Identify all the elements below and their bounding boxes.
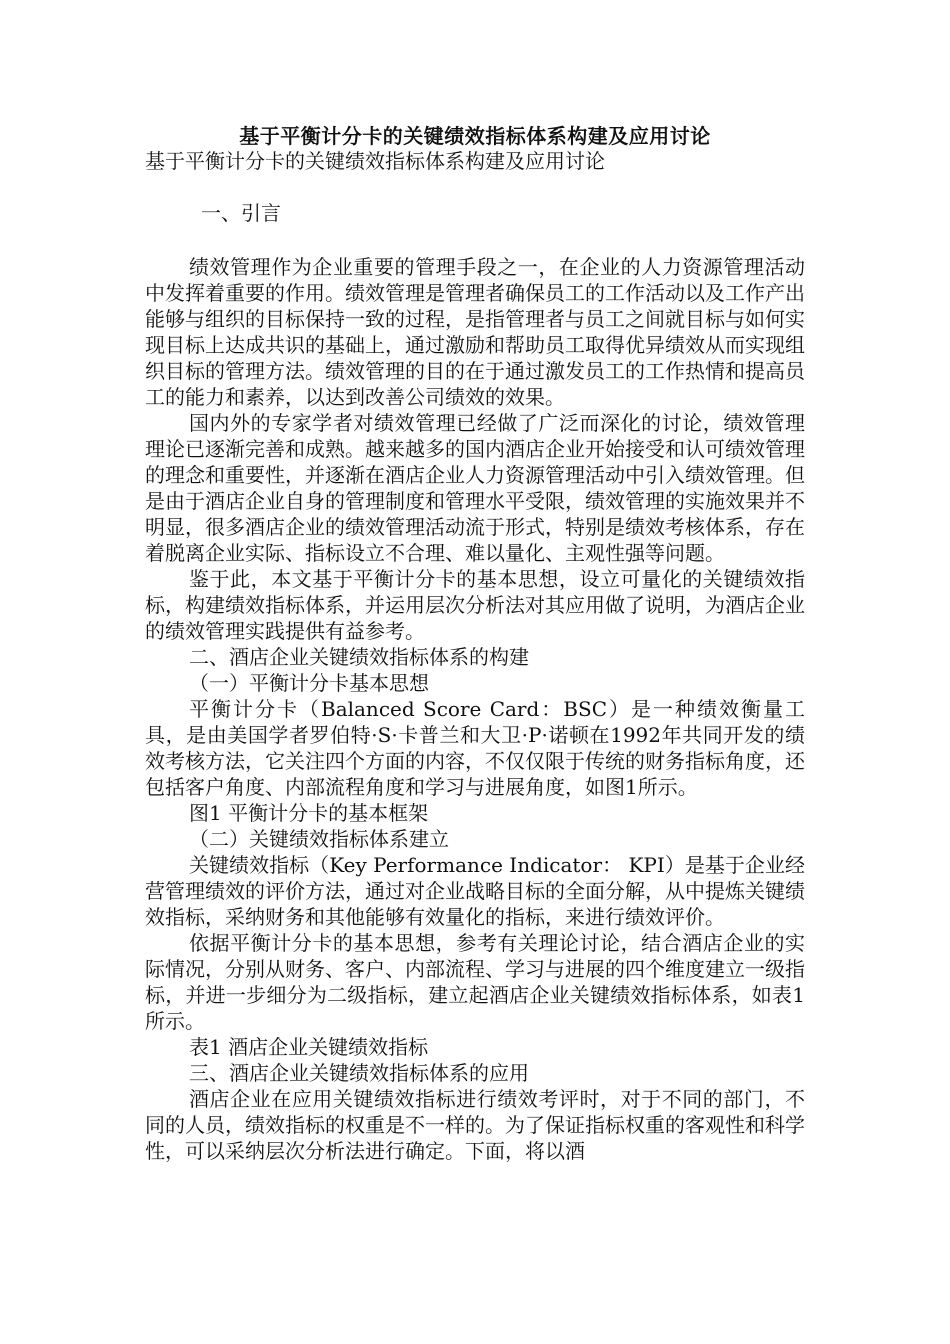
section-heading-2: 二、酒店企业关键绩效指标体系的构建 (189, 645, 529, 669)
document-subtitle: 基于平衡计分卡的关键绩效指标体系构建及应用讨论 (145, 149, 605, 173)
document-title: 基于平衡计分卡的关键绩效指标体系构建及应用讨论 (239, 124, 711, 148)
table-1-caption: 表1 酒店企业关键绩效指标 (189, 1035, 429, 1059)
paragraph-4: 平衡计分卡（Balanced Score Card：BSC）是一种绩效衡量工具，是由美国学者罗伯特·S·卡普兰和大卫·P·诺顿在1992年共同开发的绩效考核方法，它关注四个方面的内容，不仅仅限于传统的财务指标角度，还包括客户角度、内部流程角度和学习与进展角度，如图1所示。 (145, 697, 805, 799)
figure-1-caption: 图1 平衡计分卡的基本框架 (189, 801, 429, 825)
paragraph-2: 国内外的专家学者对绩效管理已经做了广泛而深化的讨论，绩效管理理论已逐渐完善和成熟。越来越多的国内酒店企业开始接受和认可绩效管理的理念和重要性，并逐渐在酒店企业人力资源管理活动中引入绩效管理。但是由于酒店企业自身的管理制度和管理水平受限，绩效管理的实施效果并不明显，很多酒店企业的绩效管理活动流于形式，特别是绩效考核体系，存在着脱离企业实际、指标设立不合理、难以量化、主观性强等问题。 (145, 411, 805, 565)
paragraph-3: 鉴于此，本文基于平衡计分卡的基本思想，设立可量化的关键绩效指标，构建绩效指标体系，并运用层次分析法对其应用做了说明，为酒店企业的绩效管理实践提供有益参考。 (145, 567, 805, 643)
section-heading-3: 三、酒店企业关键绩效指标体系的应用 (189, 1061, 529, 1085)
section-heading-introduction: 一、引言 (201, 201, 281, 225)
paragraph-5: 关键绩效指标（Key Performance Indicator： KPI）是基于企业经营管理绩效的评价方法，通过对企业战略目标的全面分解，从中提炼关键绩效指标，采纳财务和其他能够有效量化的指标，来进行绩效评价。 (145, 853, 805, 929)
document-body (145, 148, 805, 1164)
subsection-heading-2-1: （一）平衡计分卡基本思想 (189, 671, 429, 695)
paragraph-1: 绩效管理作为企业重要的管理手段之一，在企业的人力资源管理活动中发挥着重要的作用。绩效管理是管理者确保员工的工作活动以及工作产出能够与组织的目标保持一致的过程，是指管理者与员工之间就目标与如何实现目标上达成共识的基础上，通过激励和帮助员工取得优异绩效从而实现组织目标的管理方法。绩效管理的目的在于通过激发员工的工作热情和提高员工的能力和素养，以达到改善公司绩效的效果。 (145, 255, 805, 409)
paragraph-7: 酒店企业在应用关键绩效指标进行绩效考评时，对于不同的部门，不同的人员，绩效指标的权重是不一样的。为了保证指标权重的客观性和科学性，可以采纳层次分析法进行确定。下面，将以酒 (145, 1087, 805, 1163)
paragraph-6: 依据平衡计分卡的基本思想，参考有关理论讨论，结合酒店企业的实际情况，分别从财务、客户、内部流程、学习与进展的四个维度建立一级指标，并进一步细分为二级指标，建立起酒店企业关键绩效指标体系，如表1所示。 (145, 931, 805, 1033)
subsection-heading-2-2: （二）关键绩效指标体系建立 (189, 827, 449, 851)
